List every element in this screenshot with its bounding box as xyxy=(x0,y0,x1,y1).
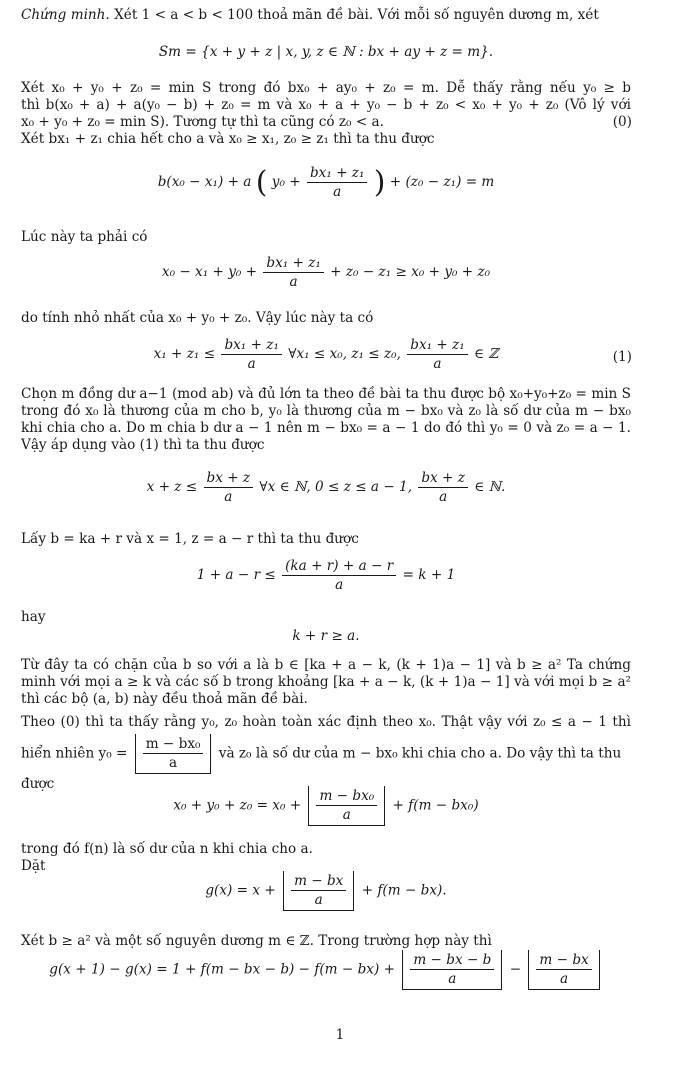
eq9-numerator: m − bx xyxy=(291,873,346,891)
text-line-19: được xyxy=(21,776,55,792)
line18-numerator: m − bx₀ xyxy=(143,736,204,754)
text-line-13: hay xyxy=(21,609,46,625)
eq10-denominator-1: a xyxy=(448,971,457,987)
eq5-numerator-1: bx + z xyxy=(204,470,254,488)
equation-4 xyxy=(21,337,631,372)
eq5-numerator-2: bx + z xyxy=(418,470,468,488)
equation-8 xyxy=(21,786,631,826)
text-line-22: Xét b ≥ a² và một số nguyên dương m ∈ ℤ. Trong trường hợp này thì xyxy=(21,933,492,949)
text-line-21: Dặt xyxy=(21,858,46,874)
page-number: 1 xyxy=(335,1027,345,1043)
eq9-floor xyxy=(283,871,354,911)
eq6-denominator: a xyxy=(335,577,344,593)
equation-2 xyxy=(21,165,631,200)
eq10-numerator-2: m − bx xyxy=(536,952,591,970)
text-line-10: khi chia cho a. Do m chia b dư a − 1 nên m − bx₀ = a − 1 do đó thì y₀ = 0 và z₀ = a − 1. xyxy=(21,420,631,436)
eq5-denominator-1: a xyxy=(224,489,233,505)
eq4-fraction-2 xyxy=(407,337,467,372)
proof-label: Chứng minh. xyxy=(21,7,110,23)
eq2-denominator: a xyxy=(333,184,342,200)
eq8-left: x₀ + y₀ + z₀ = x₀ + xyxy=(173,797,302,814)
eq4-fraction-1 xyxy=(221,337,281,372)
line18-floor xyxy=(135,734,212,774)
eq4-denominator-1: a xyxy=(247,356,256,372)
text-line-11: Vậy áp dụng vào (1) thì ta thu được xyxy=(21,437,265,453)
equation-7: k + r ≥ a. xyxy=(292,628,360,644)
eq2-left: b(x₀ − x₁) + a xyxy=(157,174,252,190)
eq10-floor-2 xyxy=(528,950,599,990)
eq5-denominator-2: a xyxy=(439,489,448,505)
eq5-fraction-1 xyxy=(204,470,254,505)
eq2-right: + (z₀ − z₁) = m xyxy=(389,174,495,190)
eq8-right: + f(m − bx₀) xyxy=(392,797,479,814)
eq3-denominator: a xyxy=(289,274,298,290)
proof-intro-text: Xét 1 < a < b < 100 thoả mãn đề bài. Với mỗi số nguyên dương m, xét xyxy=(114,7,599,23)
eq6-numerator: (ka + r) + a − r xyxy=(282,558,396,576)
equation-set-S: Sm = {x + y + z | x, y, z ∈ ℕ : bx + ay + z = m}. xyxy=(158,44,494,60)
text-line-6: Lúc này ta phải có xyxy=(21,229,148,245)
equation-number-0: (0) xyxy=(612,114,632,130)
equation-5 xyxy=(21,470,631,505)
eq8-fraction xyxy=(316,788,377,823)
eq4-right: ∈ ℤ xyxy=(474,346,499,362)
text-line-7: do tính nhỏ nhất của x₀ + y₀ + z₀. Vậy lúc này ta có xyxy=(21,310,374,326)
eq2-close-paren: ) xyxy=(373,165,386,200)
eq9-fraction xyxy=(291,873,346,908)
line18-denominator: a xyxy=(169,755,178,771)
eq10-floor-1 xyxy=(402,950,502,990)
text-line-17: Theo (0) thì ta thấy rằng y₀, z₀ hoàn toàn xác định theo x₀. Thật vậy với z₀ ≤ a − 1 thì xyxy=(21,714,631,730)
eq10-numerator-1: m − bx − b xyxy=(410,952,494,970)
equation-6 xyxy=(21,558,631,593)
text-line-20: trong đó f(n) là số dư của n khi chia cho a. xyxy=(21,841,313,857)
text-line-5: Xét bx₁ + z₁ chia hết cho a và x₀ ≥ x₁, z₀ ≥ z₁ thì ta thu được xyxy=(21,131,435,147)
eq9-right: + f(m − bx). xyxy=(361,882,447,899)
text-line-4: x₀ + y₀ + z₀ = min S). Tương tự thì ta cũng có z₀ < a. xyxy=(21,114,384,130)
text-line-9: trong đó x₀ là thương của m cho b, y₀ là thương của m − bx₀ và z₀ là số dư của m − bx₀ xyxy=(21,403,631,419)
text-line-3: thì b(x₀ + a) + a(y₀ − b) + z₀ = m và x₀ + a + y₀ − b + z₀ < x₀ + y₀ + z₀ (Vô lý với xyxy=(21,97,631,113)
equation-10 xyxy=(21,950,631,990)
eq9-left: g(x) = x + xyxy=(205,882,276,899)
eq6-fraction xyxy=(282,558,396,593)
eq4-numerator-1: bx₁ + z₁ xyxy=(221,337,281,355)
line18-left: hiển nhiên y₀ = xyxy=(21,745,128,762)
eq4-mid: ∀x₁ ≤ x₀, z₁ ≤ z₀, xyxy=(288,346,401,362)
eq10-denominator-2: a xyxy=(560,971,569,987)
eq5-left: x + z ≤ xyxy=(146,479,198,495)
text-line-18 xyxy=(21,734,631,774)
eq4-left: x₁ + z₁ ≤ xyxy=(153,346,216,362)
line18-right: và z₀ là số dư của m − bx₀ khi chia cho a. Do vậy thì ta thu xyxy=(218,745,622,762)
text-line-14: Từ đây ta có chặn của b so với a là b ∈ [ka + a − k, (k + 1)a − 1] và b ≥ a² Ta chứng xyxy=(21,657,631,673)
eq10-fraction-1 xyxy=(410,952,494,987)
equation-9 xyxy=(21,871,631,911)
eq10-fraction-2 xyxy=(536,952,591,987)
eq10-left: g(x + 1) − g(x) = 1 + f(m − bx − b) − f(m − bx) + xyxy=(49,961,395,978)
eq4-numerator-2: bx₁ + z₁ xyxy=(407,337,467,355)
eq2-inner: y₀ + xyxy=(271,174,301,190)
text-line-16: thì các bộ (a, b) này đều thoả mãn đề bài. xyxy=(21,691,308,707)
eq6-right: = k + 1 xyxy=(402,567,456,583)
eq3-fraction xyxy=(263,255,323,290)
eq9-denominator: a xyxy=(314,892,323,908)
eq2-numerator: bx₁ + z₁ xyxy=(307,165,367,183)
equation-number-1: (1) xyxy=(612,349,632,365)
line18-fraction xyxy=(143,736,204,771)
eq2-fraction xyxy=(307,165,367,200)
text-line-2: Xét x₀ + y₀ + z₀ = min S trong đó bx₀ + ay₀ + z₀ = m. Dễ thấy rằng nếu y₀ ≥ b xyxy=(21,80,631,96)
eq8-denominator: a xyxy=(342,807,351,823)
eq6-left: 1 + a − r ≤ xyxy=(196,567,276,583)
proof-intro-line xyxy=(21,7,631,24)
eq8-floor xyxy=(308,786,385,826)
eq3-left: x₀ − x₁ + y₀ + xyxy=(161,264,258,280)
eq8-numerator: m − bx₀ xyxy=(316,788,377,806)
eq5-fraction-2 xyxy=(418,470,468,505)
eq5-right: ∈ ℕ. xyxy=(474,479,506,495)
text-line-15: minh với mọi a ≥ k và các số b trong khoảng [ka + a − k, (k + 1)a − 1] và với mọi b ≥ a² xyxy=(21,674,631,690)
text-line-8: Chọn m đồng dư a−1 (mod ab) và đủ lớn ta theo đề bài ta thu được bộ x₀+y₀+z₀ = min S xyxy=(21,386,631,402)
equation-3 xyxy=(21,255,631,290)
eq3-right: + z₀ − z₁ ≥ x₀ + y₀ + z₀ xyxy=(330,264,491,280)
eq5-mid: ∀x ∈ ℕ, 0 ≤ z ≤ a − 1, xyxy=(259,479,413,495)
eq2-open-paren: ( xyxy=(255,165,268,200)
eq10-mid: − xyxy=(509,961,522,978)
text-line-12: Lấy b = ka + r và x = 1, z = a − r thì ta thu được xyxy=(21,531,359,547)
eq3-numerator: bx₁ + z₁ xyxy=(263,255,323,273)
eq4-denominator-2: a xyxy=(433,356,442,372)
